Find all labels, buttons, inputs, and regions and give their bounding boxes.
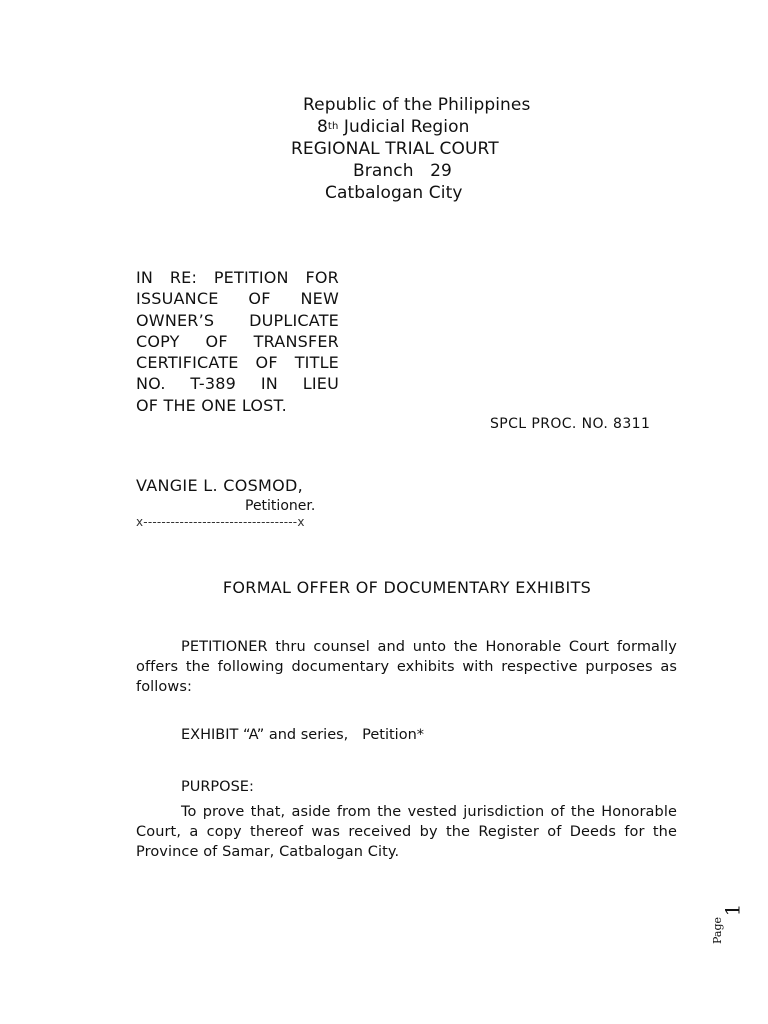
case-number: SPCL PROC. NO. 8311 — [490, 416, 651, 432]
petitioner-name: VANGIE L. COSMOD, — [136, 476, 304, 495]
page-number — [711, 898, 745, 948]
caption-line: COPY OF TRANSFER — [136, 331, 339, 351]
exhibit-line: EXHIBIT “A” and series, Petition* — [181, 727, 425, 743]
header-republic: Republic of the Philippines — [303, 95, 531, 115]
caption-line: CERTIFICATE OF TITLE — [136, 353, 339, 373]
header-branch: Branch 29 — [353, 161, 452, 181]
header-region-number: 8 — [317, 117, 328, 137]
caption-line: OWNER’S DUPLICATE — [136, 310, 339, 330]
page-number-value: 1 — [720, 903, 745, 917]
header-region-suffix: th — [327, 121, 339, 132]
document-title: FORMAL OFFER OF DOCUMENTARY EXHIBITS — [222, 578, 592, 597]
caption-line: OF THE ONE LOST. — [136, 395, 287, 415]
caption-line: ISSUANCE OF NEW — [136, 289, 339, 309]
petitioner-role: Petitioner. — [245, 498, 316, 514]
header-judicial-region — [317, 117, 470, 137]
purpose-label: PURPOSE: — [181, 779, 254, 795]
caption-separator: x----------------------------------x — [136, 515, 305, 529]
case-caption — [136, 267, 339, 416]
caption-line: NO. T-389 IN LIEU — [136, 374, 339, 394]
intro-paragraph: PETITIONER thru counsel and unto the Honorable Court formally offers the following documentary exhibits with respective purposes as follows: — [136, 639, 677, 695]
header-city: Catbalogan City — [325, 183, 463, 203]
header-region-text: Judicial Region — [338, 117, 470, 137]
page-word: Page — [711, 916, 725, 945]
caption-line: IN RE: PETITION FOR — [136, 268, 339, 287]
header-court: REGIONAL TRIAL COURT — [291, 139, 499, 159]
purpose-paragraph: To prove that, aside from the vested jurisdiction of the Honorable Court, a copy thereof was received by the Register of Deeds for the Province of Samar, Catbalogan City. — [136, 804, 677, 860]
